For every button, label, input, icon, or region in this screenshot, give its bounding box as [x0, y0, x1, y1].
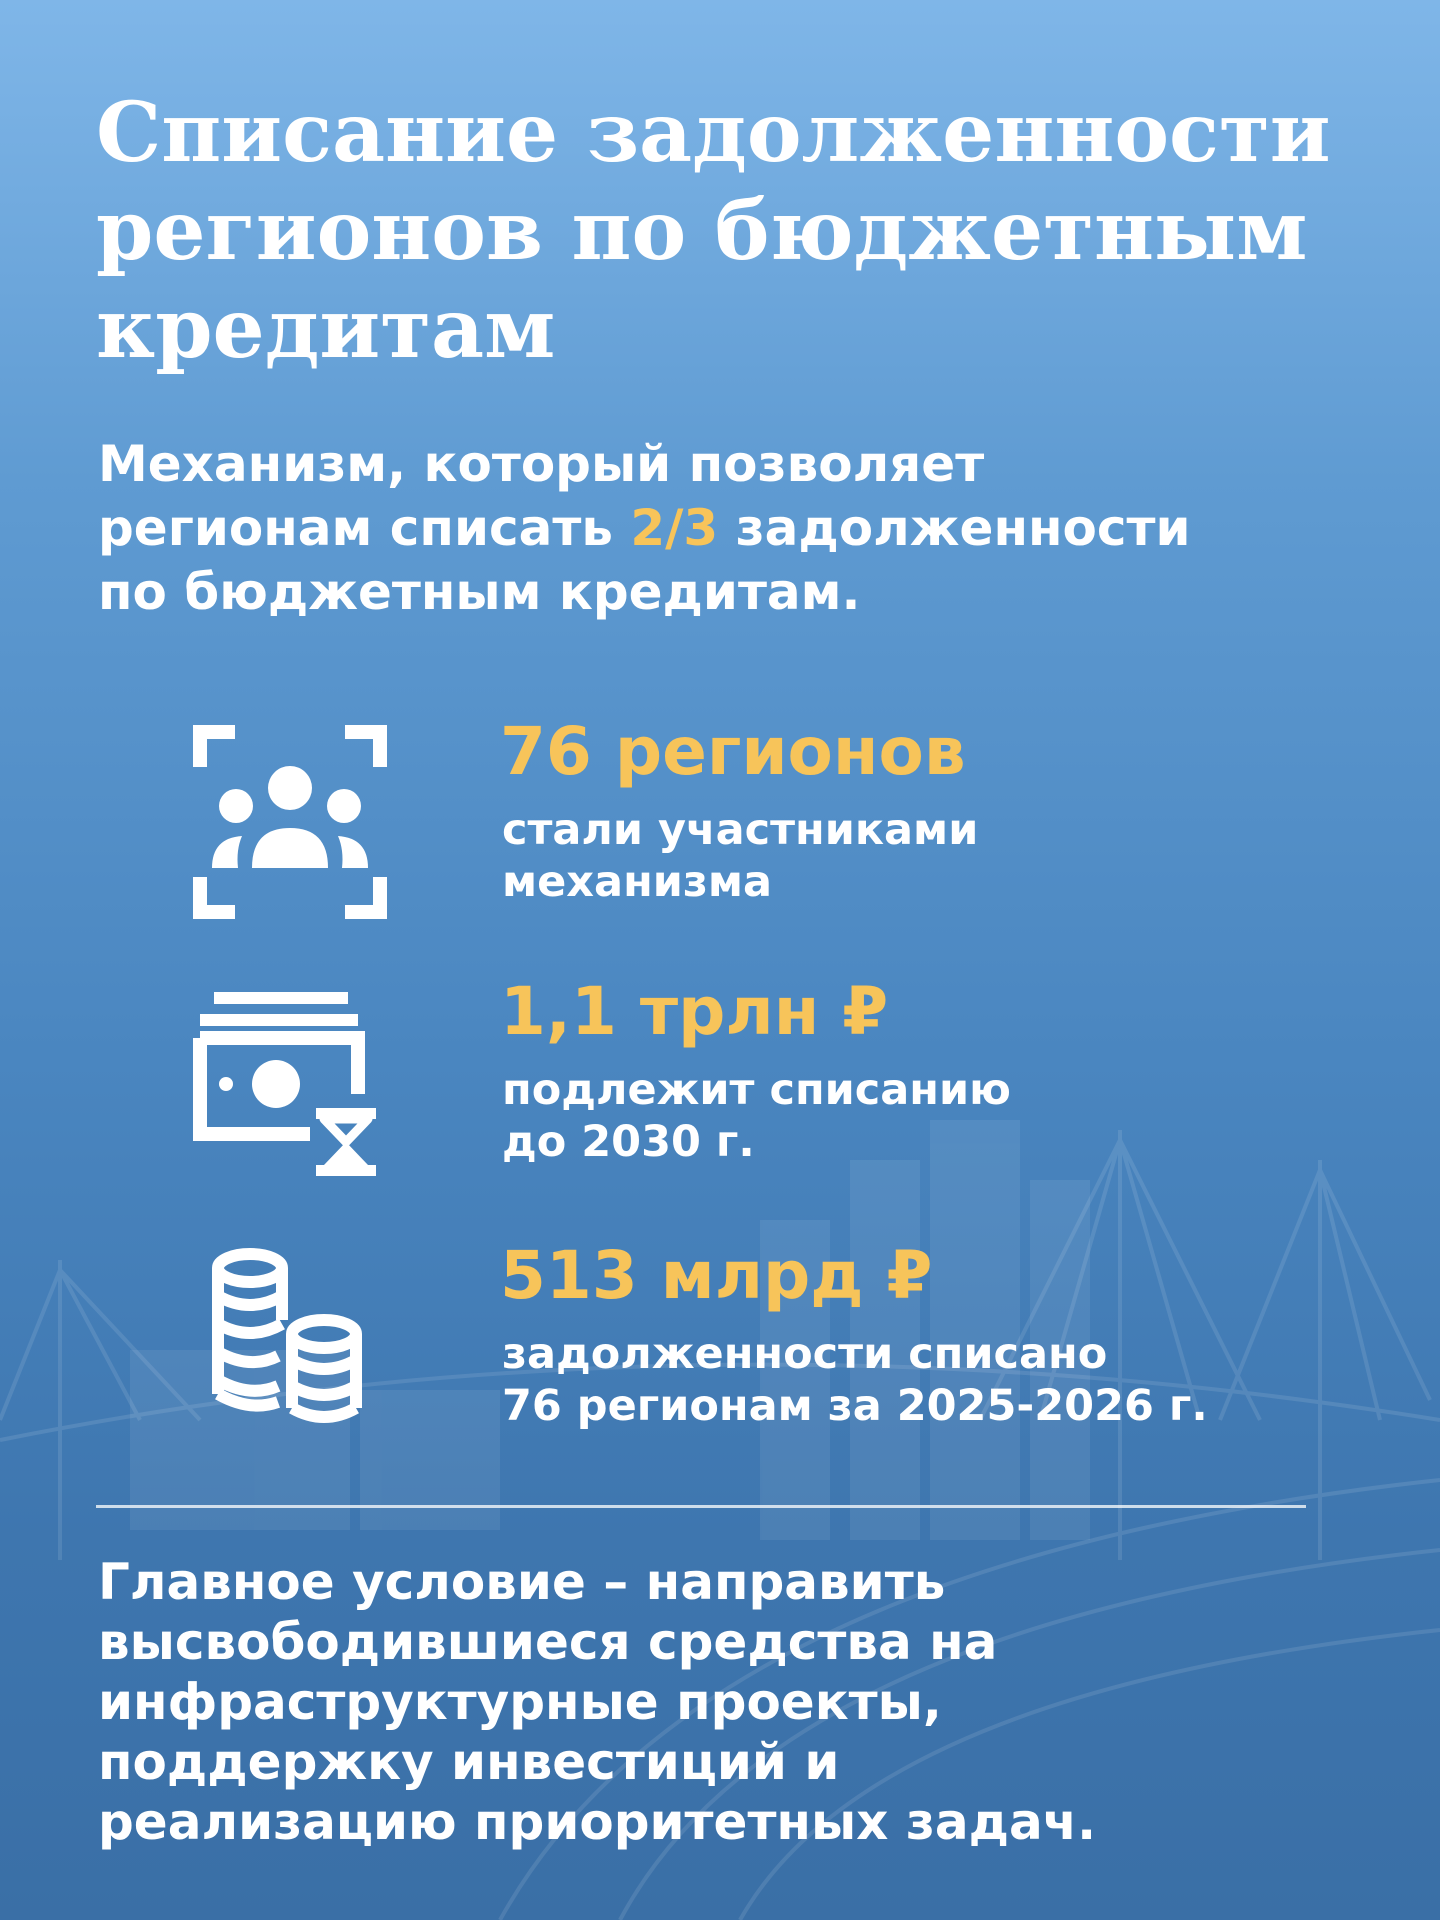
conclusion-line: реализацию приоритетных задач. — [98, 1793, 1097, 1851]
stat-value: 76 регионов — [500, 713, 966, 790]
conclusion-line: высвободившиеся средства на — [98, 1613, 998, 1671]
stat-value: 513 млрд ₽ — [500, 1237, 933, 1314]
intro-text-part: регионам списать — [98, 499, 631, 557]
money-hourglass-icon — [190, 984, 390, 1184]
intro-line — [98, 496, 1358, 560]
people-group-icon — [190, 722, 390, 922]
title-line: Списание задолженности — [96, 85, 1331, 181]
stat-description-line: подлежит списанию — [502, 1065, 1011, 1115]
stat-description — [502, 1064, 1011, 1168]
section-divider — [96, 1505, 1306, 1508]
intro-accent-fraction: 2/3 — [630, 499, 719, 557]
intro-line: Механизм, который позволяет — [98, 435, 985, 493]
stat-description — [502, 804, 978, 908]
stat-description-line: 76 регионам за 2025-2026 г. — [502, 1381, 1208, 1431]
intro-text-part: задолженности — [718, 499, 1191, 557]
intro-line: по бюджетным кредитам. — [98, 563, 861, 621]
stat-value: 1,1 трлн ₽ — [500, 973, 889, 1050]
stat-description-line: задолженности списано — [502, 1329, 1108, 1379]
stat-description-line: механизма — [502, 857, 773, 907]
conclusion-line: поддержку инвестиций и — [98, 1733, 840, 1791]
coin-stacks-icon — [190, 1244, 390, 1444]
conclusion-line: инфраструктурные проекты, — [98, 1673, 942, 1731]
stat-description — [502, 1328, 1208, 1432]
title-line: кредитам — [96, 281, 556, 377]
page-title — [96, 84, 1356, 378]
title-line: регионов по бюджетным — [96, 183, 1308, 279]
stat-description-line: стали участниками — [502, 805, 979, 855]
intro-text — [98, 432, 1358, 624]
stat-description-line: до 2030 г. — [502, 1117, 755, 1167]
conclusion-line: Главное условие – направить — [98, 1553, 946, 1611]
conclusion-text — [98, 1552, 1358, 1852]
